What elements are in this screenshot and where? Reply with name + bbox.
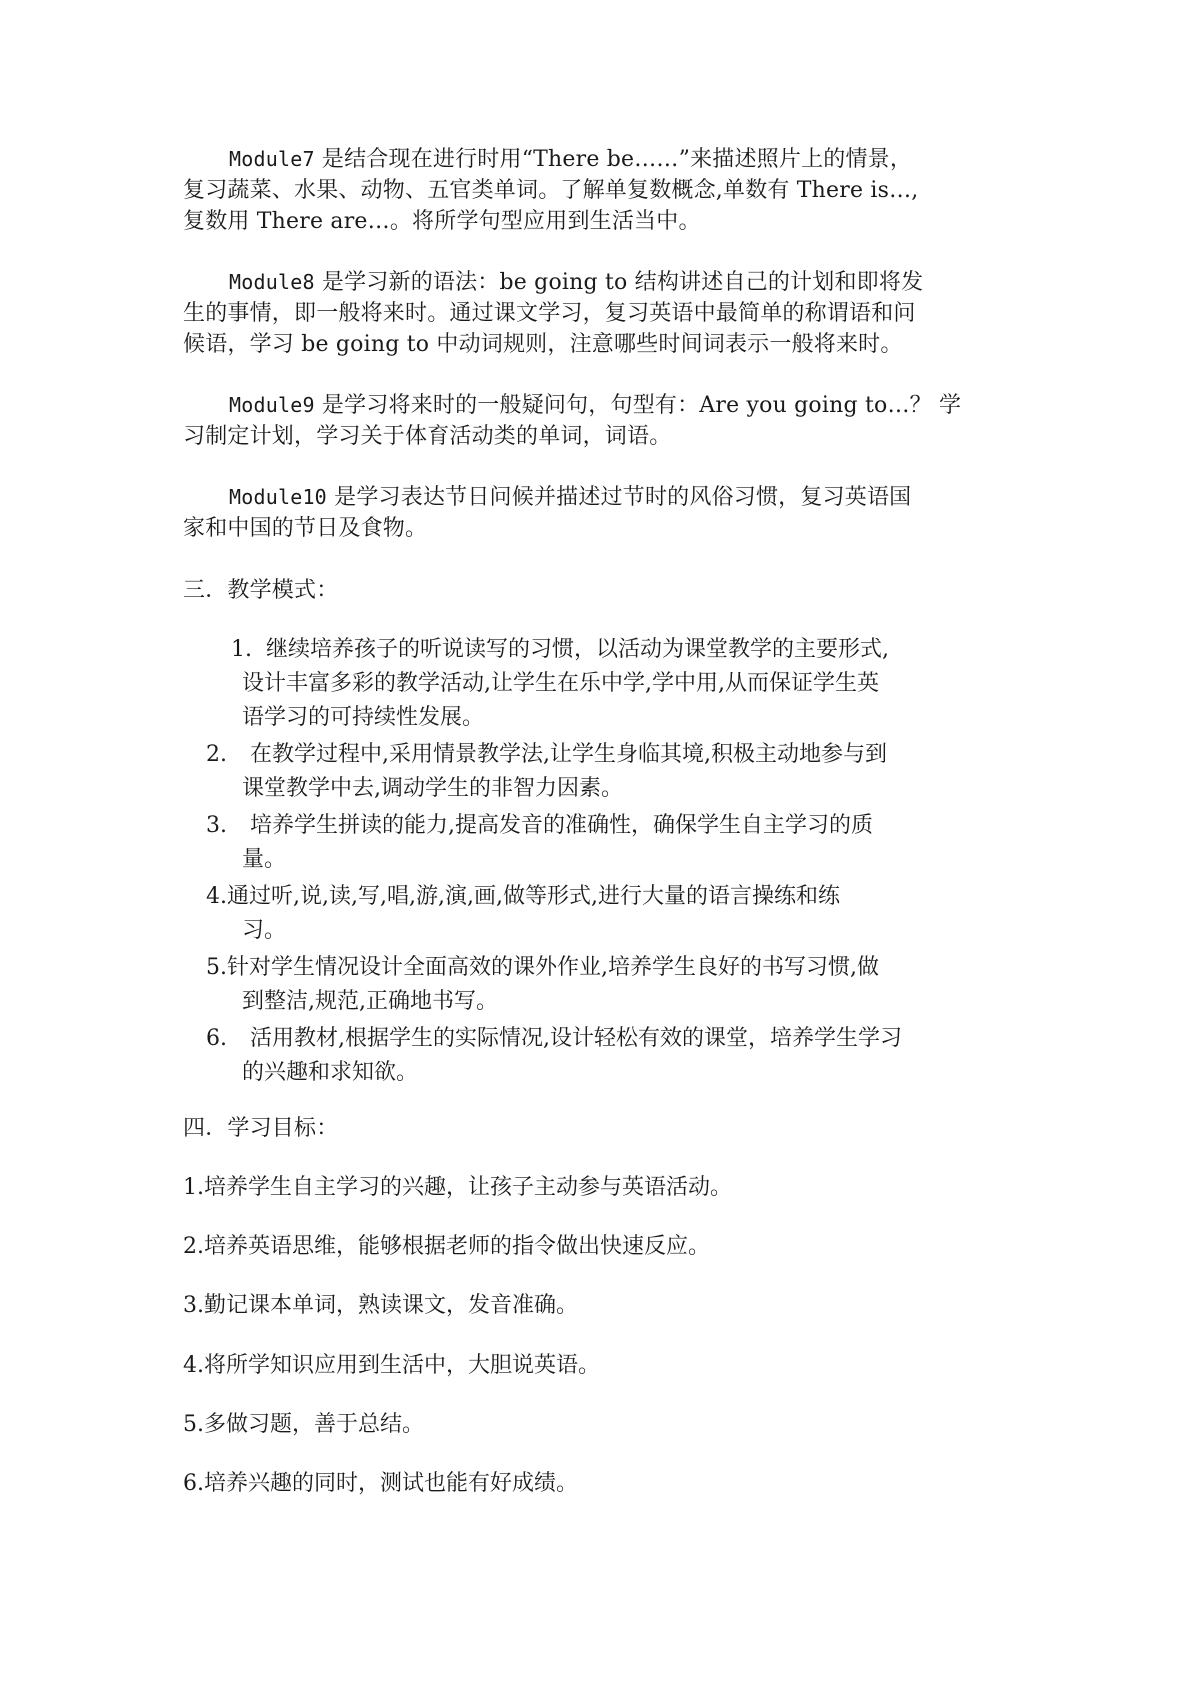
list-item [206, 1022, 991, 1090]
module-label: Module8 [229, 270, 315, 294]
list-number: 5. [206, 955, 227, 980]
goal-item: 5.多做习题，善于总结。 [183, 1412, 424, 1437]
goal-item: 2.培养英语思维，能够根据老师的指令做出快速反应。 [183, 1234, 710, 1259]
paragraph-line: 复习蔬菜、水果、动物、五官类单词。了解单复数概念,单数有 There is…, [183, 178, 919, 203]
paragraph-line [183, 144, 973, 175]
paragraph-module9 [183, 390, 973, 452]
paragraph-text: 是学习新的语法：be going to 结构讲述自己的计划和即将发 [321, 270, 924, 295]
list-item [231, 633, 991, 735]
list-text: 量。 [242, 847, 287, 872]
module-label: Module9 [229, 393, 315, 417]
goal-item: 6.培养兴趣的同时，测试也能有好成绩。 [183, 1471, 578, 1496]
paragraph-line: 生的事情，即一般将来时。通过课文学习，复习英语中最简单的称谓语和问 [183, 301, 916, 326]
list-text: 到整洁,规范,正确地书写。 [242, 989, 498, 1014]
paragraph-line [183, 267, 973, 298]
list-text: 通过听,说,读,写,唱,游,演,画,做等形式,进行大量的语言操练和练 [227, 884, 840, 909]
list-item [206, 951, 991, 1019]
list-text: 课堂教学中去,调动学生的非智力因素。 [242, 776, 623, 801]
paragraph-line [183, 482, 973, 513]
paragraph-text: 是学习表达节日问候并描述过节时的风俗习惯，复习英语国 [334, 485, 912, 510]
list-number: 6. [206, 1026, 227, 1051]
list-number: 4. [206, 884, 227, 909]
list-text: 语学习的可持续性发展。 [242, 705, 485, 730]
goal-item: 1.培养学生自主学习的兴趣，让孩子主动参与英语活动。 [183, 1175, 732, 1200]
list-item [206, 738, 991, 806]
paragraph-module8 [183, 267, 973, 360]
paragraph-line: 复数用 There are…。将所学句型应用到生活当中。 [183, 209, 701, 234]
section-heading-teaching-mode: 三．教学模式： [183, 578, 339, 603]
paragraph-text: 是学习将来时的一般疑问句，句型有：Are you going to…？ 学 [321, 393, 962, 418]
goal-item: 4.将所学知识应用到生活中，大胆说英语。 [183, 1353, 600, 1378]
list-text: 继续培养孩子的听说读写的习惯，以活动为课堂教学的主要形式, [266, 637, 889, 662]
paragraph-text: 是结合现在进行时用“There be……”来描述照片上的情景， [321, 147, 913, 172]
paragraph-module7 [183, 144, 973, 237]
list-item [206, 880, 991, 948]
list-text: 的兴趣和求知欲。 [242, 1060, 419, 1085]
paragraph-line: 习制定计划，学习关于体育活动类的单词，词语。 [183, 424, 672, 449]
paragraph-module10 [183, 482, 973, 544]
module-label: Module7 [229, 147, 315, 171]
list-text: 培养学生拼读的能力,提高发音的准确性，确保学生自主学习的质 [250, 813, 873, 838]
paragraph-line: 家和中国的节日及食物。 [183, 516, 428, 541]
list-text: 习。 [242, 918, 287, 943]
list-number: 3. [206, 813, 227, 838]
paragraph-line: 候语，学习 be going to 中动词规则，注意哪些时间词表示一般将来时。 [183, 332, 903, 357]
list-text: 设计丰富多彩的教学活动,让学生在乐中学,学中用,从而保证学生英 [242, 671, 879, 696]
list-text: 针对学生情况设计全面高效的课外作业,培养学生良好的书写习惯,做 [227, 955, 879, 980]
paragraph-line [183, 390, 973, 421]
list-item [206, 809, 991, 877]
list-number: 2. [206, 742, 227, 767]
module-label: Module10 [229, 485, 327, 509]
list-text: 在教学过程中,采用情景教学法,让学生身临其境,积极主动地参与到 [250, 742, 887, 767]
list-number: 1. [231, 637, 252, 662]
goal-item: 3.勤记课本单词，熟读课文，发音准确。 [183, 1293, 578, 1318]
list-text: 活用教材,根据学生的实际情况,设计轻松有效的课堂，培养学生学习 [250, 1026, 902, 1051]
section-heading-learning-goals: 四．学习目标： [183, 1116, 339, 1141]
